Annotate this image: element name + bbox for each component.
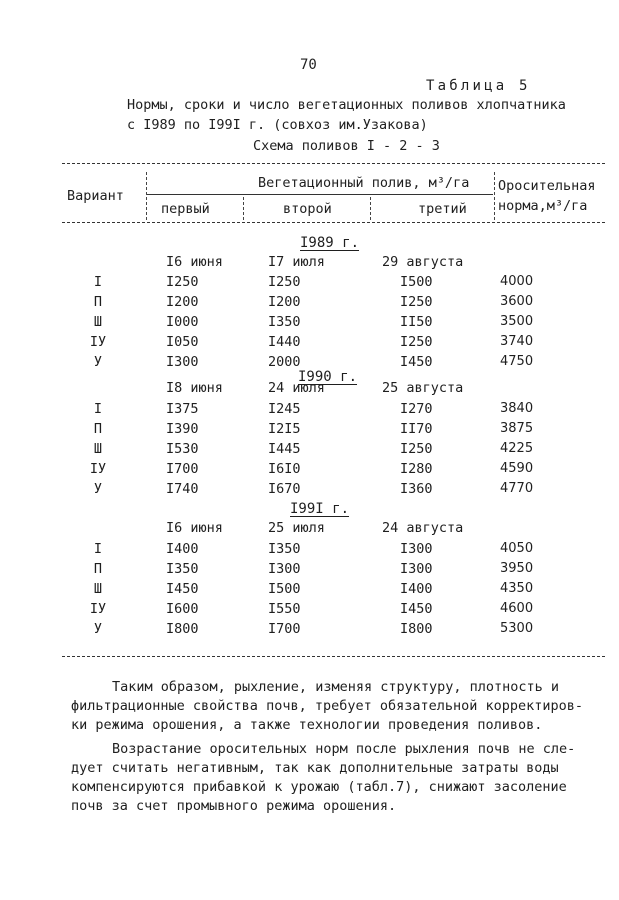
date-first: I8 июня bbox=[166, 380, 223, 396]
header-separator-3 bbox=[370, 197, 371, 220]
header-norm-line-2: норма,м³/га bbox=[498, 198, 588, 214]
variant-cell: П bbox=[93, 294, 103, 310]
header-variant: Вариант bbox=[67, 188, 124, 204]
second-irrigation-cell: I700 bbox=[268, 621, 301, 637]
first-irrigation-cell: I530 bbox=[166, 441, 199, 457]
first-irrigation-cell: I050 bbox=[166, 334, 199, 350]
norm-cell: 3500 bbox=[500, 314, 534, 329]
paragraph-1-line-3: ки режима орошения, а также технологии проведения поливов. bbox=[71, 717, 543, 733]
norm-cell: 4750 bbox=[500, 354, 534, 369]
third-irrigation-cell: I500 bbox=[400, 274, 433, 290]
date-second: 24 июля bbox=[268, 380, 325, 396]
second-irrigation-cell: I500 bbox=[268, 581, 301, 597]
date-second: I7 июля bbox=[268, 254, 325, 270]
norm-cell: 3600 bbox=[500, 294, 534, 309]
dates-row-1990 bbox=[0, 380, 619, 400]
table-row bbox=[0, 581, 619, 601]
variant-cell: Ш bbox=[93, 441, 103, 457]
norm-cell: 5300 bbox=[500, 621, 534, 636]
third-irrigation-cell: I300 bbox=[400, 561, 433, 577]
second-irrigation-cell: I350 bbox=[268, 314, 301, 330]
date-first: I6 июня bbox=[166, 520, 223, 536]
second-irrigation-cell: I300 bbox=[268, 561, 301, 577]
header-separator-1 bbox=[146, 172, 147, 220]
second-irrigation-cell: I670 bbox=[268, 481, 301, 497]
norm-cell: 3740 bbox=[500, 334, 534, 349]
table-row bbox=[0, 294, 619, 314]
table-row bbox=[0, 461, 619, 481]
table-title-line-3: Схема поливов I - 2 - 3 bbox=[253, 138, 440, 154]
variant-cell: П bbox=[93, 421, 103, 437]
header-first: первый bbox=[161, 201, 210, 217]
norm-cell: 4050 bbox=[500, 541, 534, 556]
norm-cell: 4600 bbox=[500, 601, 534, 616]
variant-cell: I bbox=[93, 274, 103, 290]
third-irrigation-cell: I450 bbox=[400, 354, 433, 370]
third-irrigation-cell: I400 bbox=[400, 581, 433, 597]
third-irrigation-cell: I450 bbox=[400, 601, 433, 617]
table-row bbox=[0, 274, 619, 294]
first-irrigation-cell: I200 bbox=[166, 294, 199, 310]
paragraph-1-line-2: фильтрационные свойства почв, требует обязательной корректиров- bbox=[71, 698, 584, 714]
table-row bbox=[0, 334, 619, 354]
table-bottom-rule bbox=[62, 656, 605, 657]
table-top-rule bbox=[62, 163, 605, 164]
header-norm-line-1: Оросительная bbox=[498, 178, 596, 194]
third-irrigation-cell: II70 bbox=[400, 421, 433, 437]
variant-cell: I bbox=[93, 401, 103, 417]
table-title-line-2: с I989 по I99I г. (совхоз им.Узакова) bbox=[127, 117, 428, 133]
year-heading-1989: I989 г. bbox=[300, 235, 360, 251]
first-irrigation-cell: I700 bbox=[166, 461, 199, 477]
first-irrigation-cell: I000 bbox=[166, 314, 199, 330]
paragraph-2-line-1: Возрастание оросительных норм после рыхления почв не сле- bbox=[112, 741, 576, 757]
norm-cell: 4770 bbox=[500, 481, 534, 496]
first-irrigation-cell: I800 bbox=[166, 621, 199, 637]
header-second: второй bbox=[283, 201, 332, 217]
table-row bbox=[0, 421, 619, 441]
paragraph-2-line-3: компенсируются прибавкой к урожаю (табл.7), снижают засоление bbox=[71, 779, 567, 795]
variant-cell: Ш bbox=[93, 314, 103, 330]
table-row bbox=[0, 601, 619, 621]
variant-cell: У bbox=[93, 621, 103, 637]
second-irrigation-cell: I6I0 bbox=[268, 461, 301, 477]
header-bottom-rule bbox=[62, 222, 605, 223]
third-irrigation-cell: I250 bbox=[400, 441, 433, 457]
norm-cell: 4000 bbox=[500, 274, 534, 289]
date-third: 25 августа bbox=[382, 380, 464, 396]
first-irrigation-cell: I600 bbox=[166, 601, 199, 617]
date-first: I6 июня bbox=[166, 254, 223, 270]
table-row bbox=[0, 401, 619, 421]
second-irrigation-cell: I2I5 bbox=[268, 421, 301, 437]
norm-cell: 3875 bbox=[500, 421, 534, 436]
table-row bbox=[0, 481, 619, 501]
page-number: 70 bbox=[300, 57, 317, 73]
second-irrigation-cell: I445 bbox=[268, 441, 301, 457]
date-third: 24 августа bbox=[382, 520, 464, 536]
table-row bbox=[0, 314, 619, 334]
first-irrigation-cell: I375 bbox=[166, 401, 199, 417]
third-irrigation-cell: I270 bbox=[400, 401, 433, 417]
variant-cell: П bbox=[93, 561, 103, 577]
header-inner-rule bbox=[147, 194, 493, 195]
table-row bbox=[0, 441, 619, 461]
norm-cell: 4225 bbox=[500, 441, 534, 456]
variant-cell: I bbox=[93, 541, 103, 557]
date-second: 25 июля bbox=[268, 520, 325, 536]
first-irrigation-cell: I300 bbox=[166, 354, 199, 370]
table-row bbox=[0, 541, 619, 561]
second-irrigation-cell: I440 bbox=[268, 334, 301, 350]
table-row bbox=[0, 621, 619, 641]
second-irrigation-cell: I250 bbox=[268, 274, 301, 290]
variant-cell: У bbox=[93, 354, 103, 370]
second-irrigation-cell: I200 bbox=[268, 294, 301, 310]
variant-cell: IУ bbox=[89, 461, 107, 477]
variant-cell: У bbox=[93, 481, 103, 497]
third-irrigation-cell: I360 bbox=[400, 481, 433, 497]
variant-cell: IУ bbox=[89, 601, 107, 617]
variant-cell: Ш bbox=[93, 581, 103, 597]
year-heading-1990: I990 г. bbox=[298, 369, 358, 385]
third-irrigation-cell: I250 bbox=[400, 334, 433, 350]
dates-row-1991 bbox=[0, 520, 619, 540]
first-irrigation-cell: I390 bbox=[166, 421, 199, 437]
norm-cell: 4590 bbox=[500, 461, 534, 476]
second-irrigation-cell: I550 bbox=[268, 601, 301, 617]
third-irrigation-cell: I280 bbox=[400, 461, 433, 477]
header-third: третий bbox=[418, 201, 467, 217]
table-row bbox=[0, 561, 619, 581]
third-irrigation-cell: I300 bbox=[400, 541, 433, 557]
first-irrigation-cell: I250 bbox=[166, 274, 199, 290]
third-irrigation-cell: I800 bbox=[400, 621, 433, 637]
first-irrigation-cell: I400 bbox=[166, 541, 199, 557]
paragraph-1-line-1: Таким образом, рыхление, изменяя структуру, плотность и bbox=[112, 679, 560, 695]
header-separator-2 bbox=[243, 197, 244, 220]
third-irrigation-cell: II50 bbox=[400, 314, 433, 330]
date-third: 29 августа bbox=[382, 254, 464, 270]
header-vegetation-text: Вегетационный полив, м³/га bbox=[258, 175, 470, 191]
first-irrigation-cell: I450 bbox=[166, 581, 199, 597]
third-irrigation-cell: I250 bbox=[400, 294, 433, 310]
second-irrigation-cell: I350 bbox=[268, 541, 301, 557]
second-irrigation-cell: 2000 bbox=[268, 354, 301, 370]
variant-cell: IУ bbox=[89, 334, 107, 350]
header-vegetation-irrigation bbox=[258, 175, 469, 191]
first-irrigation-cell: I740 bbox=[166, 481, 199, 497]
dates-row-1989 bbox=[0, 254, 619, 274]
paragraph-2-line-2: дует считать негативным, так как дополнительные затраты воды bbox=[71, 760, 559, 776]
table-title-line-1: Нормы, сроки и число вегетационных поливов хлопчатника bbox=[127, 97, 566, 113]
second-irrigation-cell: I245 bbox=[268, 401, 301, 417]
header-separator-4 bbox=[494, 172, 495, 220]
first-irrigation-cell: I350 bbox=[166, 561, 199, 577]
table-label: Таблица 5 bbox=[426, 78, 531, 94]
norm-cell: 3840 bbox=[500, 401, 534, 416]
norm-cell: 3950 bbox=[500, 561, 534, 576]
norm-cell: 4350 bbox=[500, 581, 534, 596]
year-heading-1991: I99I г. bbox=[290, 501, 350, 517]
paragraph-2-line-4: почв за счет промывного режима орошения. bbox=[71, 798, 397, 814]
